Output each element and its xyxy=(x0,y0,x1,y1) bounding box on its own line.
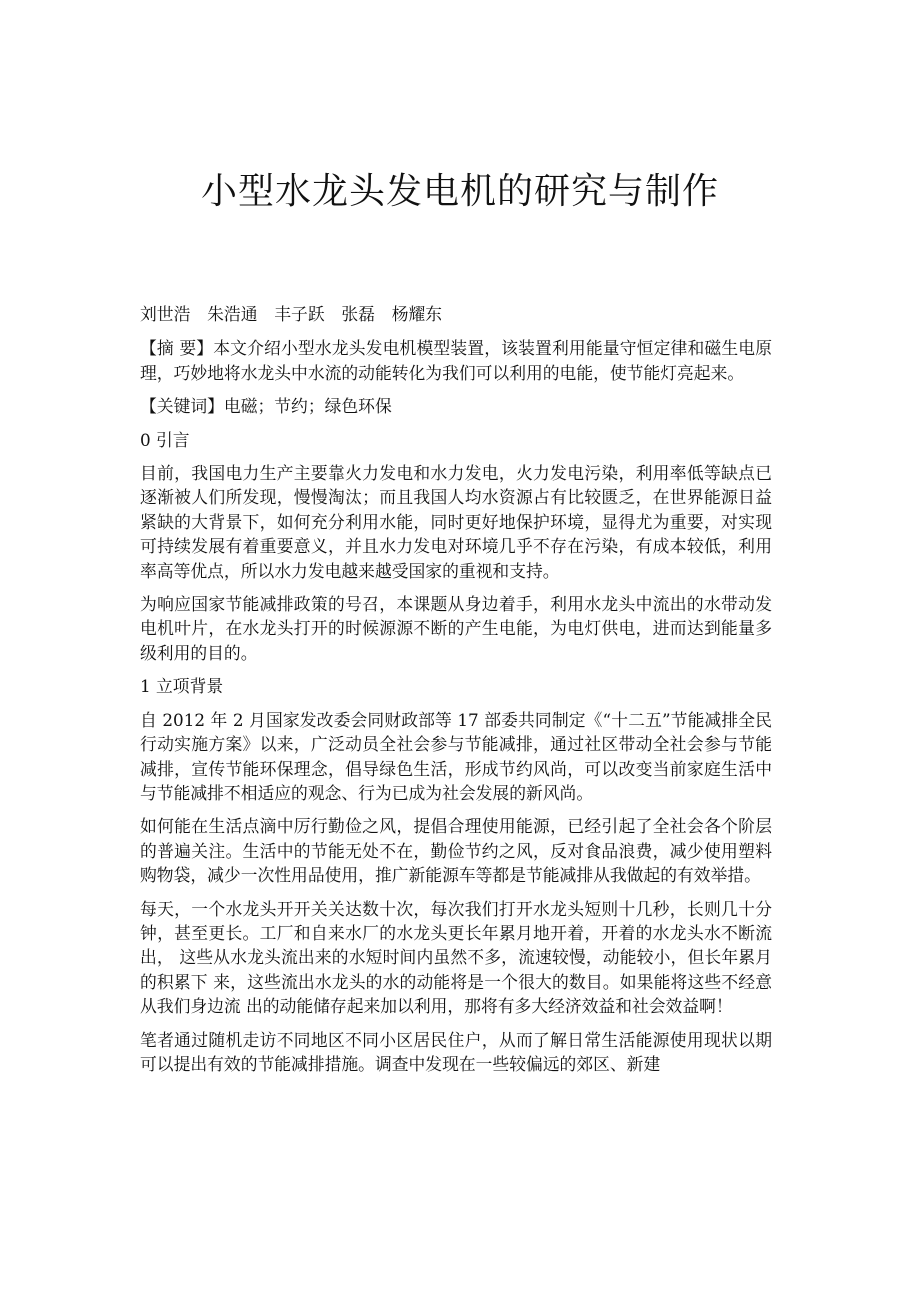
abstract-paragraph: 【摘 要】本文介绍小型水龙头发电机模型装置，该装置利用能量守恒定律和磁生电原理，巧妙地将水龙头中水流的动能转化为我们可以利用的电能，使节能灯亮起来。 xyxy=(140,338,772,383)
paper-title: 小型水龙头发电机的研究与制作 xyxy=(200,171,719,212)
keywords-line: 【关键词】电磁；节约；绿色环保 xyxy=(140,396,392,417)
paper-body xyxy=(140,302,772,1085)
background-paragraph-3: 每天，一个水龙头开开关关达数十次，每次我们打开水龙头短则十几秒，长则几十分 钟，甚至更长。工厂和自来水厂的水龙头更长年累月地开着，开着的水龙头水不断流出， 这些从水龙头流出来的水短时间内虽然不多，流速较慢，动能较小，但长年累月的积累下 来，这些流出水龙头的水的动能将是一个很大的数目。如果能将这些不经意从我们身边流 出的动能储存起来加以利用，那将有多大经济效益和社会效益啊！ xyxy=(140,898,772,1017)
background-paragraph-4: 笔者通过随机走访不同地区不同小区居民住户，从而了解日常生活能源使用现状以期可以提出有效的节能减排措施。调查中发现在一些较偏远的郊区、新建 xyxy=(140,1029,772,1074)
section-heading-introduction: 0 引言 xyxy=(140,429,190,450)
background-paragraph-2: 如何能在生活点滴中厉行勤俭之风，提倡合理使用能源，已经引起了全社会各个阶层的普遍关注。生活中的节能无处不在，勤俭节约之风，反对食品浪费，减少使用塑料购物袋，减少一次性用品使用，推广新能源车等都是节能减排从我做起的有效举措。 xyxy=(140,816,772,886)
intro-paragraph-1: 目前，我国电力生产主要靠火力发电和水力发电，火力发电污染，利用率低等缺点已逐渐被人们所发现，慢慢淘汰；而且我国人均水资源占有比较匮乏，在世界能源日益紧缺的大背景下，如何充分利用水能，同时更好地保护环境，显得尤为重要，对实现可持续发展有着重要意义，并且水力发电对环境几乎不存在污染，有成本较低，利用率高等优点，所以水力发电越来越受国家的重视和支持。 xyxy=(140,463,772,581)
background-paragraph-1: 自 2012 年 2 月国家发改委会同财政部等 17 部委共同制定《“十二五”节能减排全民行动实施方案》以来，广泛动员全社会参与节能减排，通过社区带动全社会参与节能减排，宣传节能环保理念，倡导绿色生活，形成节约风尚，可以改变当前家庭生活中与节能减排不相适应的观念、行为已成为社会发展的新风尚。 xyxy=(140,709,772,803)
author-list: 刘世浩 朱浩通 丰子跃 张磊 杨耀东 xyxy=(140,304,443,324)
section-heading-background: 1 立项背景 xyxy=(140,676,224,697)
intro-paragraph-2: 为响应国家节能减排政策的号召，本课题从身边着手，利用水龙头中流出的水带动发电机叶片，在水龙头打开的时候源源不断的产生电能，为电灯供电，进而达到能量多级利用的目的。 xyxy=(140,594,772,663)
